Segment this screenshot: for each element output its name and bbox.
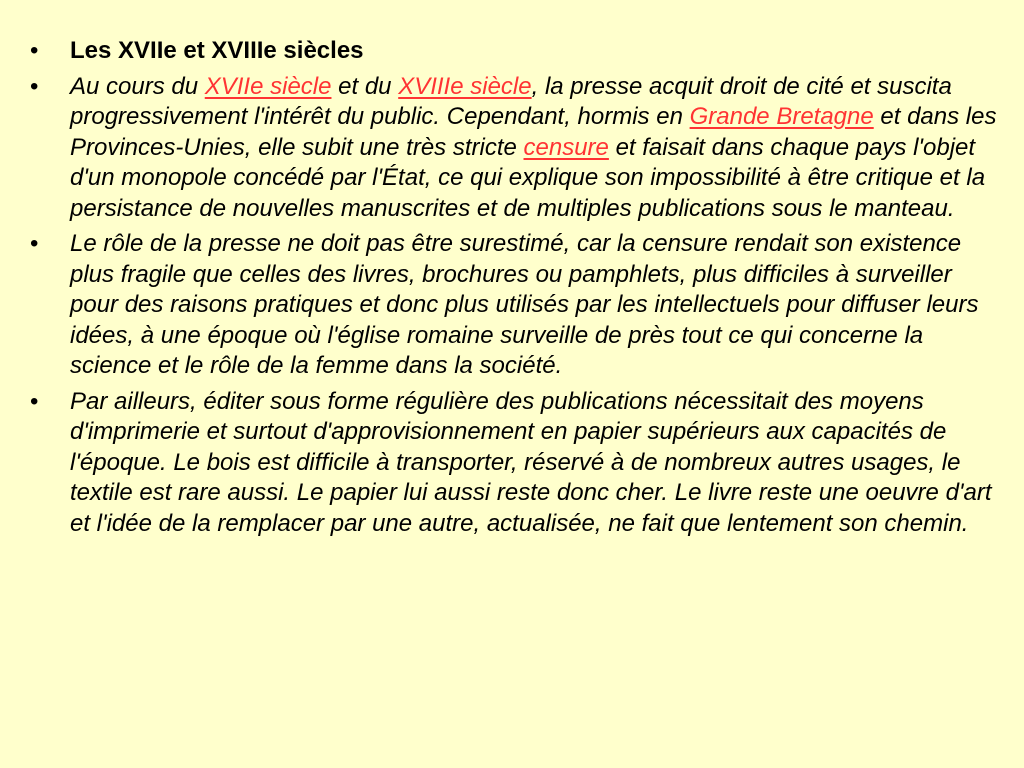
text-segment: et du <box>331 72 399 100</box>
paragraph-2-text: Le rôle de la presse ne doit pas être surestimé, car la censure rendait son existence plus fragile que celles des livres, brochures ou pamphlets, plus difficiles à surveiller pour des raisons pratiques et donc plus utilisés par les intellectuels pour diffuser leurs idées, à une époque où l'église romaine surveille de près tout ce qui concerne la science et le rôle de la femme dans la société. <box>70 230 979 379</box>
bullet-marker: • <box>30 387 39 415</box>
text-segment: , la presse acquit droit de cité et suscita progressivement l'intérêt du public. Cependant, hormis en <box>70 72 952 130</box>
link-censure[interactable]: censure <box>523 133 609 161</box>
bullet-marker: • <box>30 37 39 64</box>
link-xviie-siecle[interactable]: XVIIe siècle <box>204 72 332 100</box>
slide-heading: Les XVIIe et XVIIIe siècles <box>70 37 364 64</box>
bullet-heading <box>30 36 998 67</box>
text-segment: et faisait dans chaque pays l'objet d'un monopole concédé par l'État, ce qui explique son impossibilité à être critique et la persistance de nouvelles manuscrites et de multiples publications sous le manteau. <box>70 133 986 222</box>
bullet-marker: • <box>30 72 39 100</box>
link-xviiie-siecle[interactable]: XVIIIe siècle <box>398 72 532 100</box>
bullet-paragraph-1 <box>30 72 998 225</box>
text-segment: et dans les Provinces-Unies, elle subit une très stricte <box>70 103 997 161</box>
text-segment: Au cours du <box>70 72 205 100</box>
bullet-paragraph-2 <box>30 229 998 382</box>
bullet-list <box>30 36 998 544</box>
bullet-marker: • <box>30 230 39 257</box>
paragraph-3-text: Par ailleurs, éditer sous forme régulière des publications nécessitait des moyens d'imprimerie et surtout d'approvisionnement en papier supérieurs aux capacités de l'époque. Le bois est difficile à transporter, réservé à de nombreux autres usages, le textile est rare aussi. Le papier lui aussi reste donc cher. Le livre reste une oeuvre d'art et l'idée de la remplacer par une autre, actualisée, ne fait que lentement son chemin. <box>70 387 992 537</box>
paragraph-1-text <box>70 73 996 222</box>
bullet-paragraph-3 <box>30 387 998 540</box>
link-grande-bretagne[interactable]: Grande Bretagne <box>689 103 874 130</box>
